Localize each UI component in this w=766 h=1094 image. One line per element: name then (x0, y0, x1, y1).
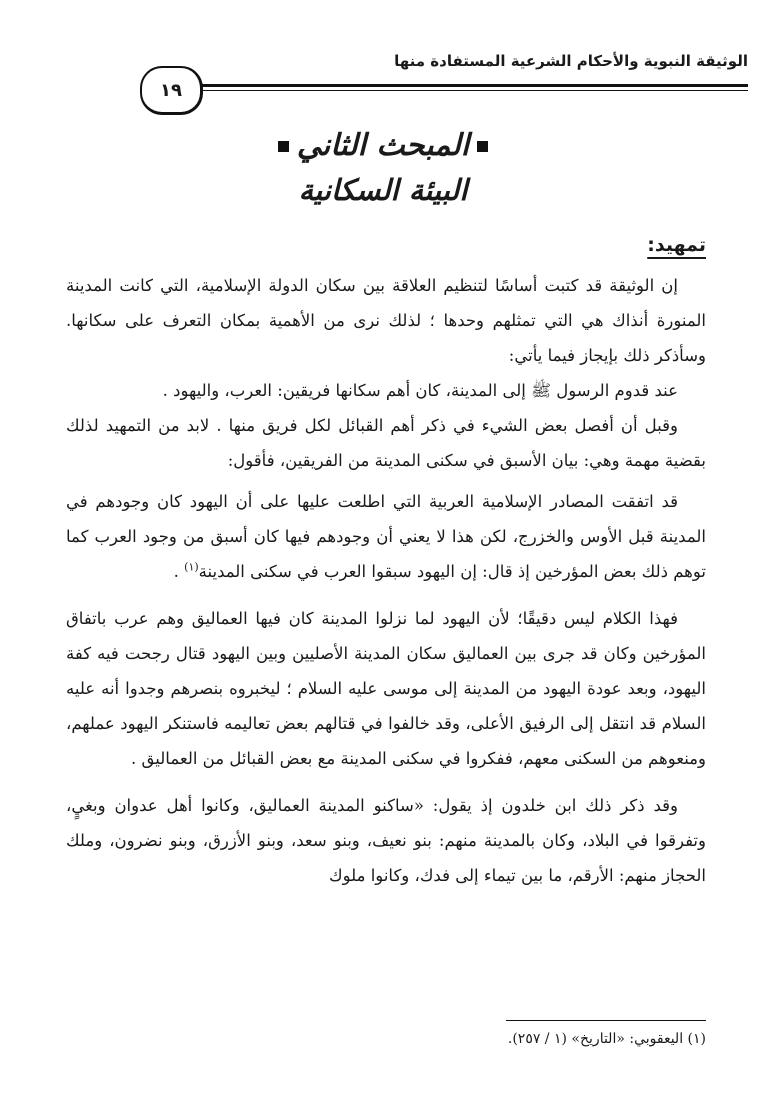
paragraph: عند قدوم الرسول ﷺ إلى المدينة، كان أهم سكانها فريقين: العرب، واليهود . (162, 381, 678, 400)
paragraph: وقد ذكر ذلك ابن خلدون إذ يقول: «ساكنو المدينة العماليق، وكانوا أهل عدوان وبغيٍ، وتفرقوا في البلاد، وكان بالمدينة منهم: بنو نعيف، وبنو سعد، وبنو الأزرق، وبنو نضرون، وملك الحجاز منهم: الأرقم، ما بين تيماء إلى فدك، وكانوا ملوك (66, 796, 706, 885)
section-subtitle: البيئة السكانية (298, 173, 468, 207)
square-bullet-icon (278, 141, 289, 152)
header-rule-thin (198, 90, 748, 91)
page-number: ١٩ (140, 66, 203, 115)
square-bullet-icon (477, 141, 488, 152)
paragraph: إن الوثيقة قد كتبت أساسًا لتنظيم العلاقة بين سكان الدولة الإسلامية، التي كانت المدينة المنورة أنذاك هي التي تمثلهم وحدها ؛ لذلك نرى من الأهمية بمكان التعرف على سكانها. وسأذكر ذلك بإيجاز فيما يأتي: (66, 276, 706, 365)
footnote: (١) اليعقوبي: «التاريخ» (١ / ٢٥٧). (507, 1031, 706, 1047)
intro-heading: تمهيد: (647, 234, 706, 256)
paragraph-text: قد اتفقت المصادر الإسلامية العربية التي اطلعت عليها على أن اليهود كان وجودهم في المدينة قبل الأوس والخزرج، لكن هذا لا يعني أن وجودهم فيها كان أسبق من وجود العرب كما توهم ذلك بعض المؤرخين إذ قال: إن اليهود سبقوا العرب في سكنى المدينة (66, 492, 706, 581)
running-header-title: الوثيقة النبوية والأحكام الشرعية المستفادة منها (394, 52, 748, 70)
footnote-divider (506, 1020, 706, 1021)
paragraph (66, 484, 706, 589)
footnote-reference[interactable]: (١) (184, 560, 199, 574)
paragraph: وقبل أن أفصل بعض الشيء في ذكر أهم القبائل لكل فريق منها . لابد من التمهيد لذلك بقضية مهمة وهي: بيان الأسبق في سكنى المدينة من الفريقين، فأقول: (66, 416, 706, 470)
section-title (0, 126, 766, 166)
header-rule-thick (198, 84, 748, 87)
paragraph-tail: . (173, 562, 185, 581)
body-text (66, 268, 706, 893)
section-title-text: المبحث الثاني (296, 128, 470, 163)
paragraph: فهذا الكلام ليس دقيقًا؛ لأن اليهود لما نزلوا المدينة كان فيها العماليق وهم عرب باتفاق المؤرخين وكان قد جرى بين العماليق سكان المدينة الأصليين وبين اليهود قتال رجحت فيه كفة اليهود، وبعد عودة اليهود من المدينة إلى موسى عليه السلام ؛ ليخبروه بنصرهم وجدوا أنه عليه السلام قد انتقل إلى الرفيق الأعلى، وقد خالفوا في قتالهم بعض تعاليمه فاستنكر اليهود عملهم، ومنعوهم من السكنى معهم، ففكروا في سكنى المدينة مع بعض القبائل من العماليق . (66, 609, 706, 768)
